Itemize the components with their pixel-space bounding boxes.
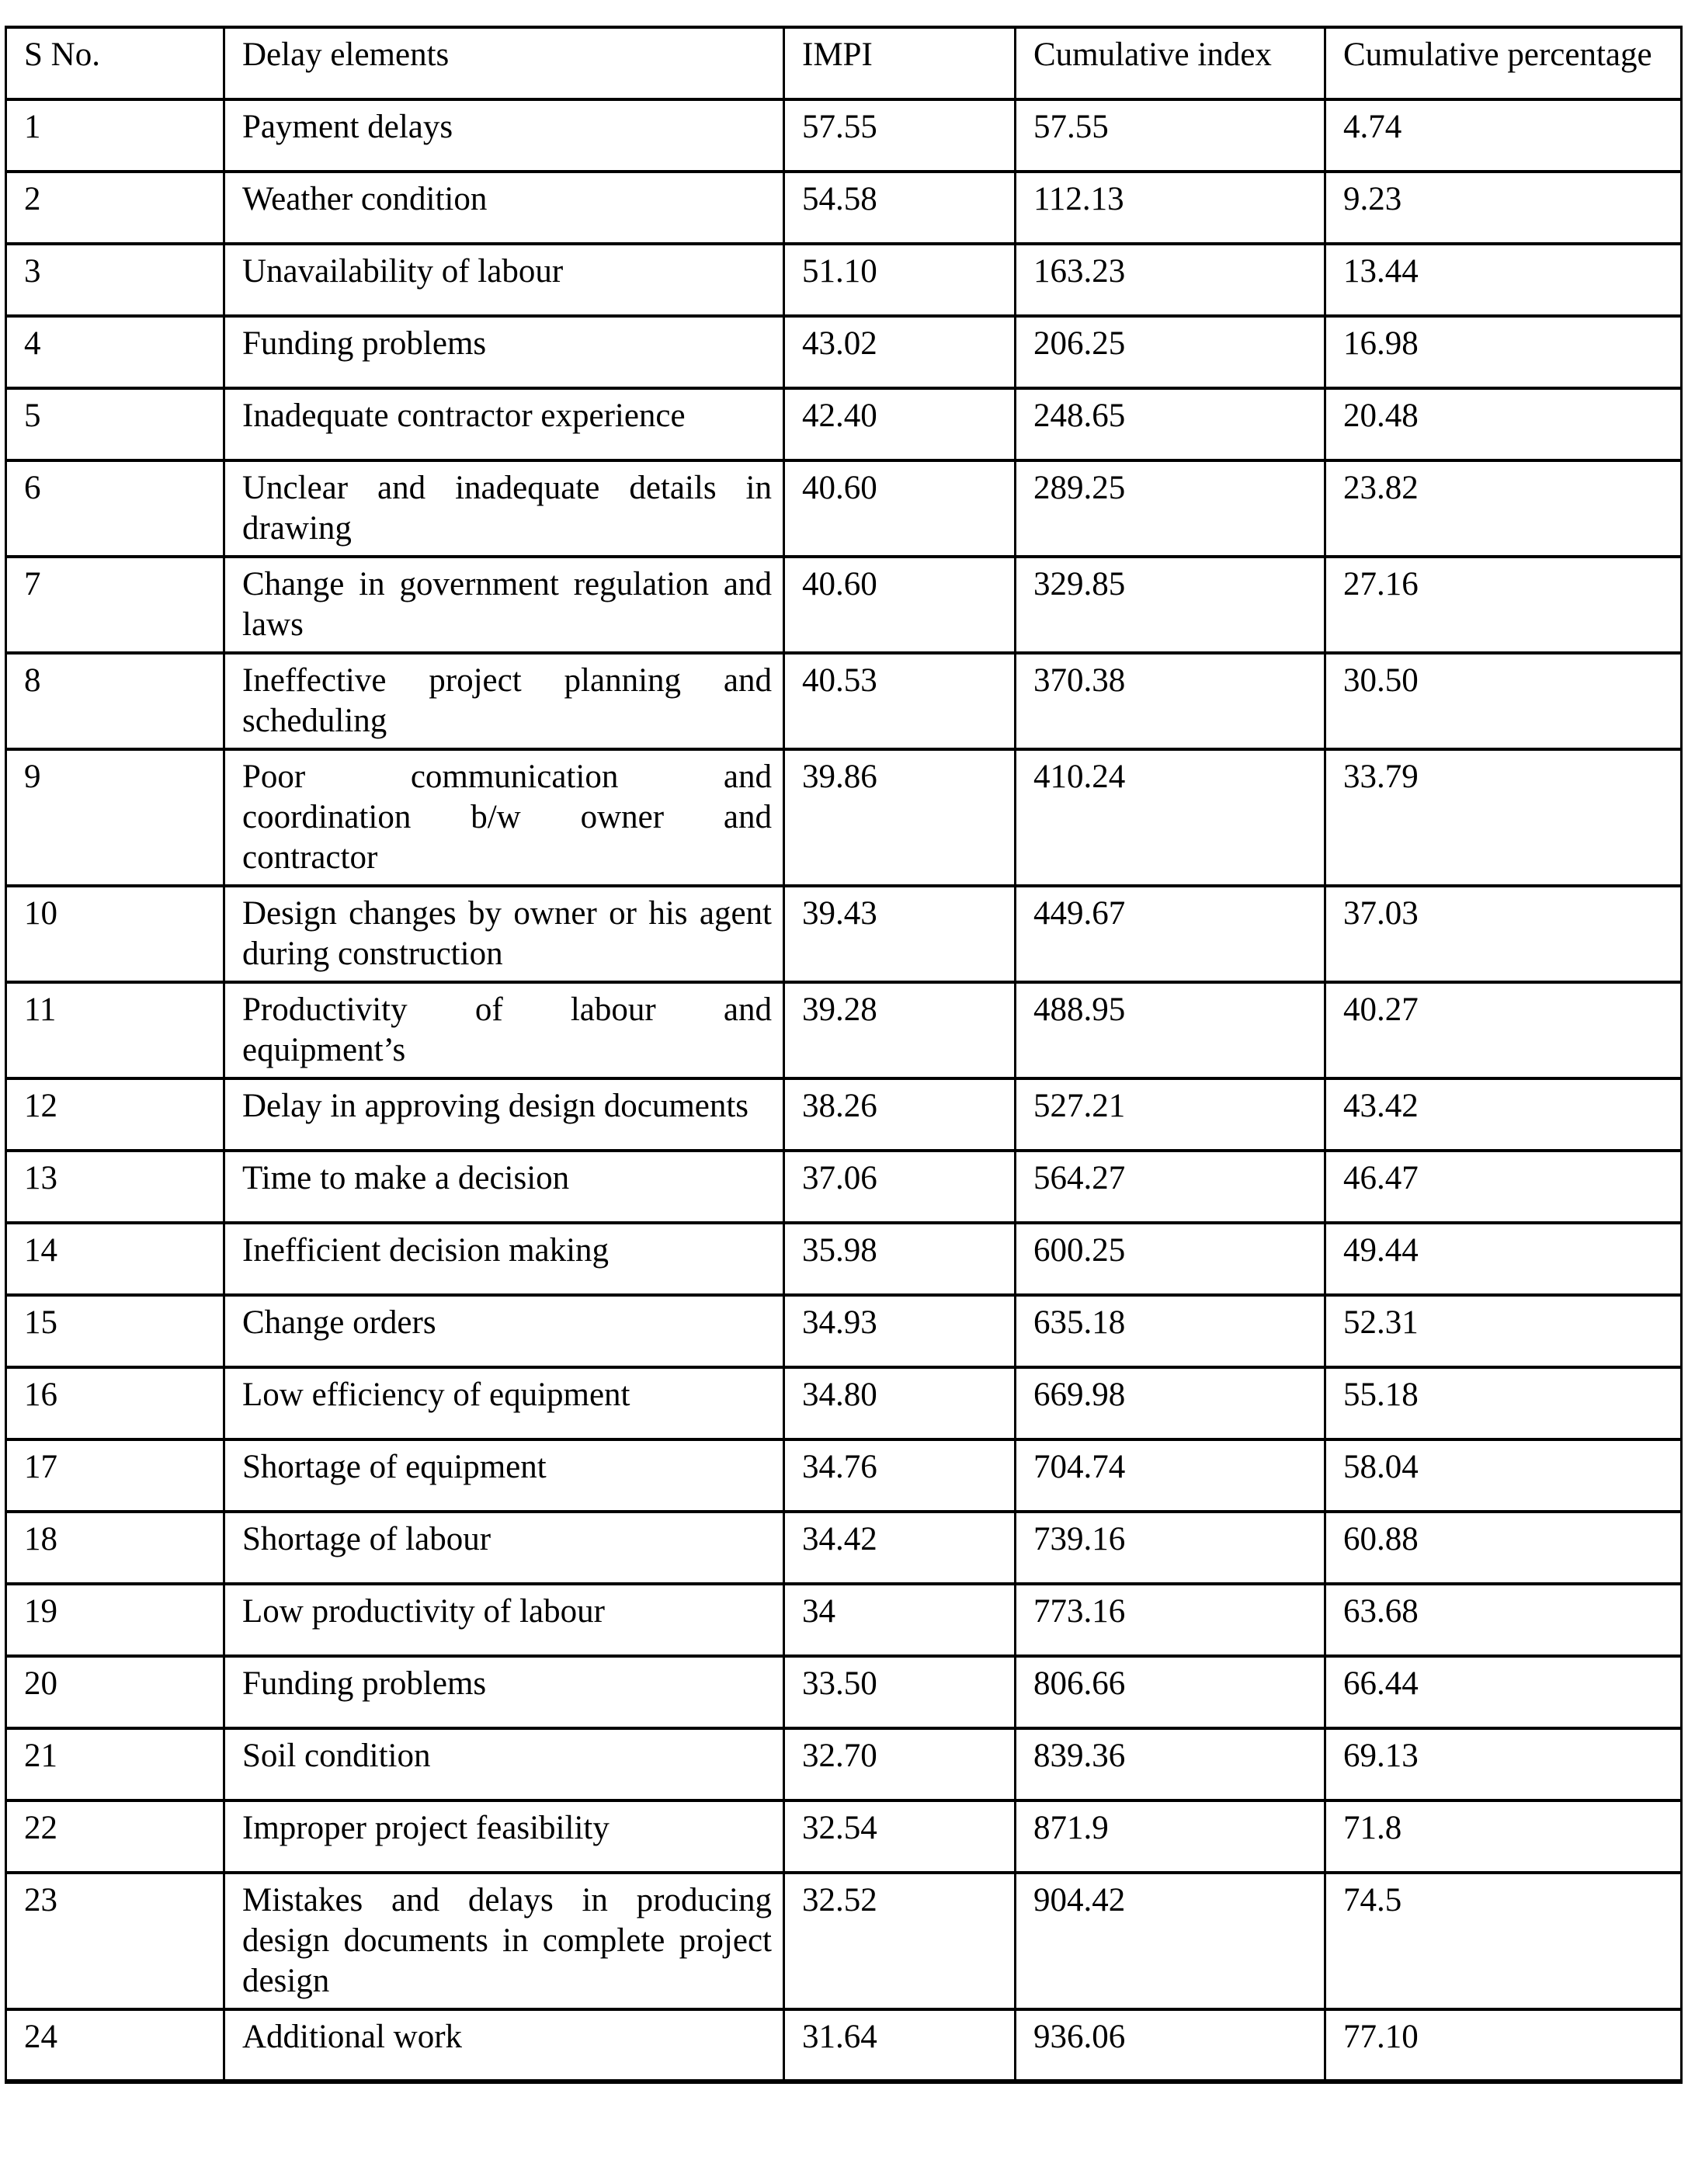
cell-delay-element: Delay in approving design documents [224,1078,784,1151]
table-row [6,316,1682,388]
table-row [6,1439,1682,1512]
col-header-impi: IMPI [784,27,1016,99]
cell-delay-element: Low productivity of labour [224,1584,784,1656]
cell-impi: 37.06 [784,1151,1016,1223]
col-header-cumulative-index: Cumulative index [1016,27,1325,99]
cell-cumulative-index: 773.16 [1016,1584,1325,1656]
table-row [6,99,1682,172]
cell-cumulative-index: 871.9 [1016,1800,1325,1873]
cell-cumulative-index: 329.85 [1016,557,1325,653]
cell-text-line: design documents in complete project [242,1922,772,1959]
table-row [6,749,1682,886]
cell-text-line: equipment’s [242,1032,406,1068]
cell-cumulative-percentage: 30.50 [1325,653,1682,749]
cell-s-no: 10 [6,886,224,982]
cell-impi: 34.80 [784,1367,1016,1439]
cell-impi: 39.28 [784,982,1016,1078]
cell-cumulative-index: 839.36 [1016,1728,1325,1800]
cell-cumulative-percentage: 23.82 [1325,460,1682,557]
cell-cumulative-index: 669.98 [1016,1367,1325,1439]
table-row [6,460,1682,557]
table-row [6,982,1682,1078]
cell-delay-element: Weather condition [224,172,784,244]
cell-impi: 38.26 [784,1078,1016,1151]
table-row [6,886,1682,982]
cell-delay-element: Time to make a decision [224,1151,784,1223]
cell-text-line: contractor [242,839,378,876]
table-row [6,1295,1682,1367]
table-row [6,1800,1682,1873]
cell-delay-element: Payment delays [224,99,784,172]
cell-text-line: during construction [242,936,503,972]
cell-cumulative-index: 410.24 [1016,749,1325,886]
cell-cumulative-percentage: 37.03 [1325,886,1682,982]
table-row [6,1151,1682,1223]
cell-cumulative-percentage: 69.13 [1325,1728,1682,1800]
cell-delay-element: Additional work [224,2009,784,2082]
cell-cumulative-percentage: 13.44 [1325,244,1682,316]
cell-delay-element [224,653,784,749]
cell-delay-element [224,749,784,886]
cell-s-no: 5 [6,388,224,460]
table-row [6,244,1682,316]
cell-cumulative-index: 904.42 [1016,1873,1325,2009]
cell-cumulative-index: 527.21 [1016,1078,1325,1151]
cell-impi: 51.10 [784,244,1016,316]
cell-s-no: 21 [6,1728,224,1800]
cell-impi: 34.76 [784,1439,1016,1512]
cell-delay-element: Low efficiency of equipment [224,1367,784,1439]
col-header-delay-elements: Delay elements [224,27,784,99]
table-row [6,172,1682,244]
cell-s-no: 8 [6,653,224,749]
table-row [6,1873,1682,2009]
cell-impi: 34.42 [784,1512,1016,1584]
cell-cumulative-index: 248.65 [1016,388,1325,460]
cell-impi: 42.40 [784,388,1016,460]
cell-cumulative-index: 635.18 [1016,1295,1325,1367]
table-row [6,1367,1682,1439]
cell-s-no: 14 [6,1223,224,1295]
cell-cumulative-percentage: 63.68 [1325,1584,1682,1656]
cell-s-no: 11 [6,982,224,1078]
cell-impi: 57.55 [784,99,1016,172]
table-row [6,557,1682,653]
cell-text-line: Ineffective project planning and [242,662,772,699]
cell-impi: 40.53 [784,653,1016,749]
cell-cumulative-index: 57.55 [1016,99,1325,172]
cell-impi: 32.70 [784,1728,1016,1800]
cell-impi: 34 [784,1584,1016,1656]
table-row [6,1078,1682,1151]
cell-cumulative-percentage: 9.23 [1325,172,1682,244]
cell-s-no: 17 [6,1439,224,1512]
cell-cumulative-index: 806.66 [1016,1656,1325,1728]
cell-cumulative-index: 936.06 [1016,2009,1325,2082]
table-row [6,2009,1682,2082]
cell-text-line: Productivity of labour and [242,991,772,1028]
cell-s-no: 4 [6,316,224,388]
cell-cumulative-percentage: 58.04 [1325,1439,1682,1512]
cell-s-no: 15 [6,1295,224,1367]
cell-cumulative-index: 370.38 [1016,653,1325,749]
cell-impi: 31.64 [784,2009,1016,2082]
cell-cumulative-index: 206.25 [1016,316,1325,388]
cell-cumulative-index: 600.25 [1016,1223,1325,1295]
cell-delay-element [224,982,784,1078]
cell-impi: 54.58 [784,172,1016,244]
cell-delay-element: Unavailability of labour [224,244,784,316]
cell-impi: 35.98 [784,1223,1016,1295]
cell-delay-element: Improper project feasibility [224,1800,784,1873]
table-row [6,1512,1682,1584]
table-row [6,1656,1682,1728]
cell-text-line: coordination b/w owner and [242,799,772,835]
cell-cumulative-percentage: 43.42 [1325,1078,1682,1151]
cell-delay-element: Soil condition [224,1728,784,1800]
cell-cumulative-percentage: 52.31 [1325,1295,1682,1367]
cell-text-line: Mistakes and delays in producing [242,1882,772,1918]
cell-impi: 39.86 [784,749,1016,886]
cell-cumulative-index: 704.74 [1016,1439,1325,1512]
cell-cumulative-index: 564.27 [1016,1151,1325,1223]
cell-impi: 34.93 [784,1295,1016,1367]
cell-impi: 40.60 [784,557,1016,653]
cell-s-no: 23 [6,1873,224,2009]
cell-cumulative-index: 112.13 [1016,172,1325,244]
cell-delay-element: Inefficient decision making [224,1223,784,1295]
cell-cumulative-percentage: 46.47 [1325,1151,1682,1223]
cell-impi: 32.52 [784,1873,1016,2009]
cell-delay-element [224,460,784,557]
cell-cumulative-percentage: 16.98 [1325,316,1682,388]
cell-cumulative-percentage: 71.8 [1325,1800,1682,1873]
cell-s-no: 1 [6,99,224,172]
cell-s-no: 3 [6,244,224,316]
cell-s-no: 24 [6,2009,224,2082]
cell-delay-element: Change orders [224,1295,784,1367]
cell-cumulative-percentage: 40.27 [1325,982,1682,1078]
cell-s-no: 20 [6,1656,224,1728]
cell-text-line: Change in government regulation and [242,566,772,602]
cell-impi: 33.50 [784,1656,1016,1728]
cell-delay-element [224,1873,784,2009]
cell-s-no: 7 [6,557,224,653]
table-row [6,1223,1682,1295]
cell-s-no: 13 [6,1151,224,1223]
cell-cumulative-percentage: 77.10 [1325,2009,1682,2082]
cell-impi: 32.54 [784,1800,1016,1873]
cell-text-line: drawing [242,510,352,547]
cell-cumulative-percentage: 33.79 [1325,749,1682,886]
cell-delay-element: Inadequate contractor experience [224,388,784,460]
cell-s-no: 18 [6,1512,224,1584]
cell-text-line: Design changes by owner or his agent [242,895,772,932]
table-body [6,99,1682,2082]
cell-text-line: laws [242,606,304,643]
table-row [6,388,1682,460]
cell-impi: 43.02 [784,316,1016,388]
cell-delay-element: Funding problems [224,316,784,388]
cell-cumulative-percentage: 60.88 [1325,1512,1682,1584]
cell-s-no: 22 [6,1800,224,1873]
header-row [6,27,1682,99]
cell-impi: 40.60 [784,460,1016,557]
cell-delay-element: Funding problems [224,1656,784,1728]
cell-text-line: design [242,1963,330,1999]
cell-cumulative-index: 739.16 [1016,1512,1325,1584]
cell-delay-element: Shortage of labour [224,1512,784,1584]
cell-delay-element [224,557,784,653]
cell-s-no: 12 [6,1078,224,1151]
cell-s-no: 19 [6,1584,224,1656]
table-row [6,1728,1682,1800]
delay-elements-table [5,26,1683,2084]
cell-text-line: Poor communication and [242,759,772,795]
table-row [6,1584,1682,1656]
cell-cumulative-percentage: 49.44 [1325,1223,1682,1295]
cell-cumulative-index: 488.95 [1016,982,1325,1078]
cell-cumulative-index: 289.25 [1016,460,1325,557]
cell-s-no: 16 [6,1367,224,1439]
cell-s-no: 6 [6,460,224,557]
cell-delay-element [224,886,784,982]
cell-delay-element: Shortage of equipment [224,1439,784,1512]
paper-page [0,26,1688,2184]
cell-cumulative-percentage: 27.16 [1325,557,1682,653]
cell-s-no: 2 [6,172,224,244]
cell-cumulative-percentage: 55.18 [1325,1367,1682,1439]
cell-cumulative-percentage: 4.74 [1325,99,1682,172]
col-header-s-no: S No. [6,27,224,99]
cell-text-line: scheduling [242,703,387,739]
cell-cumulative-percentage: 66.44 [1325,1656,1682,1728]
cell-cumulative-index: 163.23 [1016,244,1325,316]
cell-cumulative-percentage: 74.5 [1325,1873,1682,2009]
cell-impi: 39.43 [784,886,1016,982]
table-row [6,653,1682,749]
cell-cumulative-percentage: 20.48 [1325,388,1682,460]
cell-s-no: 9 [6,749,224,886]
col-header-cumulative-percentage: Cumulative percentage [1325,27,1682,99]
cell-text-line: Unclear and inadequate details in [242,470,772,506]
cell-cumulative-index: 449.67 [1016,886,1325,982]
